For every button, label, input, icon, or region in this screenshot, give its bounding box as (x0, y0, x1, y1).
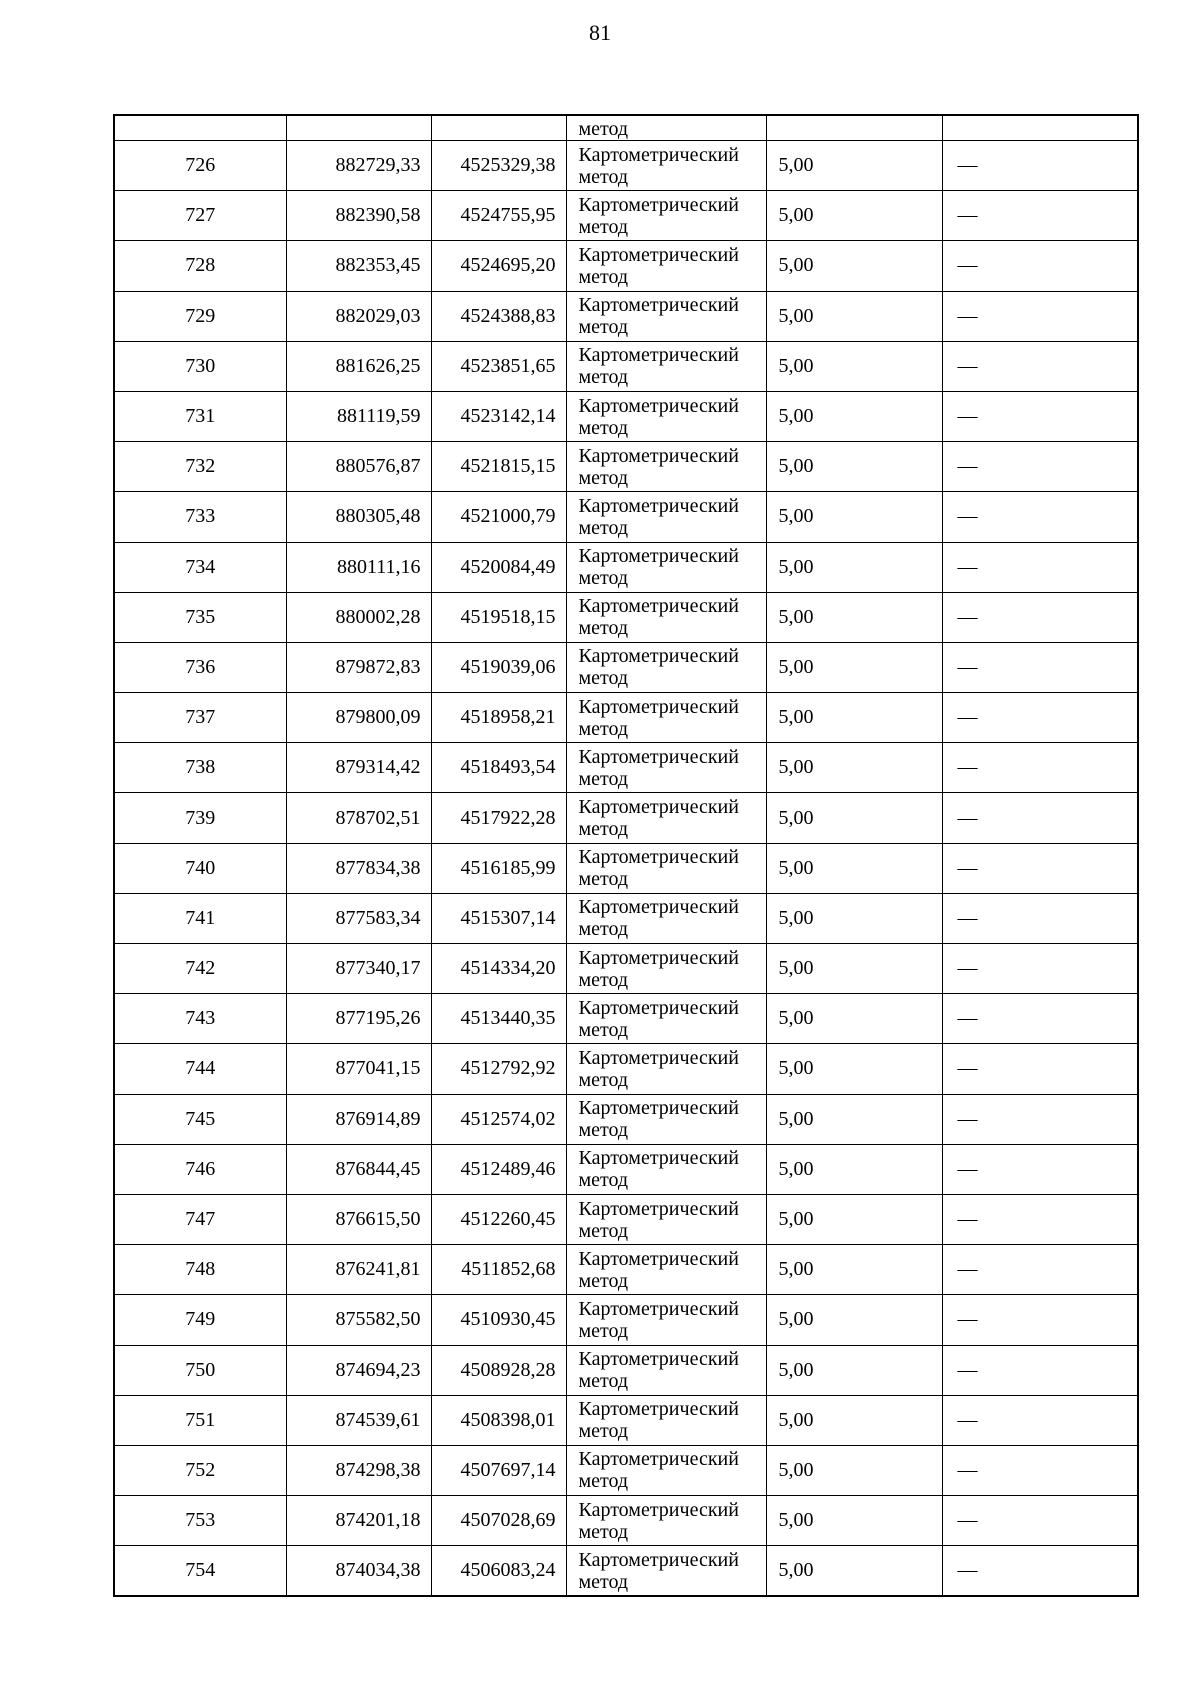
table-row (114, 1194, 1138, 1244)
method-line-1: Картометрический (578, 243, 739, 266)
cell-accuracy: 5,00 (766, 241, 942, 291)
cell-number: 726 (114, 141, 286, 191)
cell-number: 730 (114, 341, 286, 391)
method-line-2: метод (578, 1018, 629, 1041)
cell-number: 738 (114, 743, 286, 793)
cell-number: 751 (114, 1395, 286, 1445)
method-line-1: Картометрический (578, 1398, 739, 1421)
cell-method (566, 592, 766, 642)
cell-y: 4516185,99 (431, 843, 566, 893)
cell-method (566, 115, 766, 141)
method-line-2: метод (578, 1370, 629, 1393)
cell-x: 882729,33 (286, 141, 431, 191)
cell-note: — (942, 542, 1138, 592)
method-line-1: Картометрический (578, 996, 739, 1019)
cell-accuracy: 5,00 (766, 391, 942, 441)
cell-accuracy: 5,00 (766, 1546, 942, 1597)
cell-note: — (942, 1496, 1138, 1546)
method-line-1: Картометрический (578, 1247, 739, 1270)
method-line-2: метод (578, 416, 629, 439)
cell-y (431, 115, 566, 141)
method-line-2: метод (578, 466, 629, 489)
cell-x: 877340,17 (286, 944, 431, 994)
cell-note: — (942, 642, 1138, 692)
cell-y: 4523142,14 (431, 391, 566, 441)
cell-number: 750 (114, 1345, 286, 1395)
method-line-2: метод (578, 968, 629, 991)
cell-note: — (942, 391, 1138, 441)
cell-x: 880576,87 (286, 442, 431, 492)
cell-x: 874539,61 (286, 1395, 431, 1445)
table-row (114, 1044, 1138, 1094)
cell-number: 729 (114, 291, 286, 341)
method-line-1: Картометрический (578, 1448, 739, 1471)
table-row (114, 944, 1138, 994)
cell-number: 743 (114, 994, 286, 1044)
cell-method (566, 341, 766, 391)
method-line-1: Картометрический (578, 745, 739, 768)
method-line-2: метод (578, 1169, 629, 1192)
cell-x: 878702,51 (286, 793, 431, 843)
method-line-2: метод (578, 1570, 629, 1593)
cell-method (566, 1194, 766, 1244)
cell-note: — (942, 1445, 1138, 1495)
cell-number: 735 (114, 592, 286, 642)
method-line-2: метод (578, 366, 629, 389)
method-line-1: Картометрический (578, 645, 739, 668)
table-row (114, 442, 1138, 492)
cell-x: 880002,28 (286, 592, 431, 642)
method-line-2: метод (578, 1119, 629, 1142)
cell-number: 736 (114, 642, 286, 692)
cell-y: 4519039,06 (431, 642, 566, 692)
cell-y: 4524388,83 (431, 291, 566, 341)
cell-method (566, 1245, 766, 1295)
cell-y: 4518493,54 (431, 743, 566, 793)
cell-method (566, 291, 766, 341)
cell-y: 4513440,35 (431, 994, 566, 1044)
method-line-1: Картометрический (578, 1197, 739, 1220)
cell-number: 742 (114, 944, 286, 994)
table-row (114, 743, 1138, 793)
cell-method (566, 492, 766, 542)
cell-method (566, 693, 766, 743)
method-line-2: метод (578, 1068, 629, 1091)
cell-y: 4518958,21 (431, 693, 566, 743)
cell-number: 732 (114, 442, 286, 492)
method-line-1: Картометрический (578, 1147, 739, 1170)
cell-note: — (942, 1295, 1138, 1345)
cell-number: 728 (114, 241, 286, 291)
cell-x: 875582,50 (286, 1295, 431, 1345)
method-line-1: Картометрический (578, 444, 739, 467)
cell-note: — (942, 743, 1138, 793)
method-line-2: метод (578, 165, 629, 188)
cell-method (566, 1345, 766, 1395)
cell-y: 4514334,20 (431, 944, 566, 994)
cell-method (566, 944, 766, 994)
cell-note: — (942, 1144, 1138, 1194)
cell-accuracy: 5,00 (766, 843, 942, 893)
cell-accuracy: 5,00 (766, 191, 942, 241)
coordinates-table (113, 114, 1139, 1597)
method-line-1: Картометрический (578, 1498, 739, 1521)
method-line-1: Картометрический (578, 494, 739, 517)
table-row (114, 191, 1138, 241)
cell-note: — (942, 1194, 1138, 1244)
cell-y: 4512792,92 (431, 1044, 566, 1094)
method-line-2: метод (578, 567, 629, 590)
cell-method (566, 843, 766, 893)
cell-method (566, 542, 766, 592)
cell-y: 4511852,68 (431, 1245, 566, 1295)
cell-number: 744 (114, 1044, 286, 1094)
cell-accuracy: 5,00 (766, 693, 942, 743)
method-line-1: Картометрический (578, 294, 739, 317)
cell-accuracy: 5,00 (766, 1245, 942, 1295)
cell-accuracy: 5,00 (766, 442, 942, 492)
cell-accuracy: 5,00 (766, 492, 942, 542)
cell-y: 4521000,79 (431, 492, 566, 542)
cell-note: — (942, 241, 1138, 291)
cell-method (566, 743, 766, 793)
cell-accuracy: 5,00 (766, 793, 942, 843)
cell-method (566, 893, 766, 943)
cell-accuracy: 5,00 (766, 1194, 942, 1244)
method-line-1: Картометрический (578, 394, 739, 417)
cell-method (566, 391, 766, 441)
cell-y: 4523851,65 (431, 341, 566, 391)
table-row (114, 1546, 1138, 1597)
table-row (114, 241, 1138, 291)
cell-accuracy: 5,00 (766, 642, 942, 692)
method-line-2: метод (578, 717, 629, 740)
cell-y: 4507028,69 (431, 1496, 566, 1546)
table-row (114, 843, 1138, 893)
cell-accuracy: 5,00 (766, 592, 942, 642)
cell-accuracy: 5,00 (766, 1445, 942, 1495)
cell-y: 4508928,28 (431, 1345, 566, 1395)
cell-accuracy: 5,00 (766, 1496, 942, 1546)
cell-y: 4512260,45 (431, 1194, 566, 1244)
table-row (114, 492, 1138, 542)
cell-x: 881626,25 (286, 341, 431, 391)
cell-number: 739 (114, 793, 286, 843)
method-line-2: метод (578, 1269, 629, 1292)
cell-number: 741 (114, 893, 286, 943)
cell-y: 4515307,14 (431, 893, 566, 943)
cell-accuracy: 5,00 (766, 1345, 942, 1395)
cell-note: — (942, 341, 1138, 391)
method-line-1: Картометрический (578, 1548, 739, 1571)
cell-x: 879800,09 (286, 693, 431, 743)
cell-note: — (942, 1245, 1138, 1295)
cell-note: — (942, 1044, 1138, 1094)
cell-accuracy: 5,00 (766, 944, 942, 994)
method-line-1: Картометрический (578, 1097, 739, 1120)
cell-y: 4517922,28 (431, 793, 566, 843)
cell-method (566, 191, 766, 241)
cell-method (566, 642, 766, 692)
table-row (114, 141, 1138, 191)
cell-method (566, 1144, 766, 1194)
cell-x: 874298,38 (286, 1445, 431, 1495)
method-line-2: метод (578, 265, 629, 288)
cell-y: 4524755,95 (431, 191, 566, 241)
method-line-1: Картометрический (578, 695, 739, 718)
cell-number: 734 (114, 542, 286, 592)
cell-note: — (942, 693, 1138, 743)
cell-method (566, 1546, 766, 1597)
cell-number: 747 (114, 1194, 286, 1244)
page-number: 81 (589, 20, 611, 45)
cell-note: — (942, 492, 1138, 542)
table-row (114, 542, 1138, 592)
table-row (114, 592, 1138, 642)
cell-y: 4524695,20 (431, 241, 566, 291)
cell-accuracy: 5,00 (766, 893, 942, 943)
cell-y: 4506083,24 (431, 1546, 566, 1597)
cell-x: 877834,38 (286, 843, 431, 893)
cell-x: 876844,45 (286, 1144, 431, 1194)
cell-number: 748 (114, 1245, 286, 1295)
cell-x: 882353,45 (286, 241, 431, 291)
method-line-1: Картометрический (578, 1297, 739, 1320)
cell-number: 745 (114, 1094, 286, 1144)
cell-accuracy: 5,00 (766, 1094, 942, 1144)
table-row (114, 1144, 1138, 1194)
method-line-2: метод (578, 1470, 629, 1493)
method-line-1: Картометрический (578, 896, 739, 919)
cell-x: 877041,15 (286, 1044, 431, 1094)
cell-note: — (942, 1395, 1138, 1445)
cell-accuracy: 5,00 (766, 341, 942, 391)
method-line-2: метод (578, 918, 629, 941)
method-line-2: метод (578, 516, 629, 539)
method-line-2: метод (578, 1420, 629, 1443)
cell-x: 879314,42 (286, 743, 431, 793)
method-line-2: метод (578, 617, 629, 640)
cell-y: 4510930,45 (431, 1295, 566, 1345)
cell-accuracy: 5,00 (766, 1295, 942, 1345)
table-row (114, 341, 1138, 391)
cell-accuracy: 5,00 (766, 542, 942, 592)
method-line-2: метод (578, 767, 629, 790)
table-row (114, 793, 1138, 843)
cell-accuracy: 5,00 (766, 1144, 942, 1194)
cell-x (286, 115, 431, 141)
cell-y: 4512489,46 (431, 1144, 566, 1194)
method-line-1: Картометрический (578, 846, 739, 869)
table-row (114, 1445, 1138, 1495)
table-row (114, 1295, 1138, 1345)
cell-x: 880305,48 (286, 492, 431, 542)
table-row (114, 693, 1138, 743)
cell-y: 4519518,15 (431, 592, 566, 642)
method-line-1: Картометрический (578, 595, 739, 618)
cell-method (566, 1295, 766, 1345)
method-line-1: Картометрический (578, 946, 739, 969)
cell-method (566, 241, 766, 291)
cell-note: — (942, 141, 1138, 191)
cell-y: 4507697,14 (431, 1445, 566, 1495)
method-tail-text: метод (578, 118, 629, 140)
cell-number: 727 (114, 191, 286, 241)
cell-number: 746 (114, 1144, 286, 1194)
cell-note: — (942, 793, 1138, 843)
table-row (114, 1245, 1138, 1295)
table-row (114, 1345, 1138, 1395)
cell-x: 879872,83 (286, 642, 431, 692)
cell-number: 740 (114, 843, 286, 893)
cell-x: 877583,34 (286, 893, 431, 943)
cell-x: 882390,58 (286, 191, 431, 241)
cell-y: 4508398,01 (431, 1395, 566, 1445)
method-line-1: Картометрический (578, 545, 739, 568)
method-line-2: метод (578, 1319, 629, 1342)
cell-method (566, 994, 766, 1044)
cell-note: — (942, 893, 1138, 943)
cell-note: — (942, 1094, 1138, 1144)
cell-x: 876241,81 (286, 1245, 431, 1295)
cell-accuracy: 5,00 (766, 141, 942, 191)
table-row (114, 1496, 1138, 1546)
method-line-1: Картометрический (578, 1348, 739, 1371)
cell-method (566, 1445, 766, 1495)
cell-x: 876615,50 (286, 1194, 431, 1244)
cell-x: 874034,38 (286, 1546, 431, 1597)
cell-accuracy: 5,00 (766, 1044, 942, 1094)
cell-method (566, 442, 766, 492)
cell-number: 754 (114, 1546, 286, 1597)
method-line-1: Картометрический (578, 143, 739, 166)
cell-x: 874201,18 (286, 1496, 431, 1546)
table-row (114, 1395, 1138, 1445)
cell-accuracy: 5,00 (766, 994, 942, 1044)
table-row (114, 291, 1138, 341)
cell-x: 882029,03 (286, 291, 431, 341)
cell-note: — (942, 1546, 1138, 1597)
cell-number: 753 (114, 1496, 286, 1546)
table-row (114, 642, 1138, 692)
table-row (114, 994, 1138, 1044)
method-line-1: Картометрический (578, 1046, 739, 1069)
cell-note: — (942, 843, 1138, 893)
cell-accuracy: 5,00 (766, 743, 942, 793)
cell-number: 737 (114, 693, 286, 743)
cell-number: 733 (114, 492, 286, 542)
cell-method (566, 141, 766, 191)
cell-x: 880111,16 (286, 542, 431, 592)
cell-number: 731 (114, 391, 286, 441)
cell-x: 881119,59 (286, 391, 431, 441)
cell-y: 4525329,38 (431, 141, 566, 191)
cell-x: 876914,89 (286, 1094, 431, 1144)
method-line-2: метод (578, 1520, 629, 1543)
cell-accuracy: 5,00 (766, 1395, 942, 1445)
cell-number (114, 115, 286, 141)
cell-method (566, 1496, 766, 1546)
cell-note: — (942, 291, 1138, 341)
method-line-1: Картометрический (578, 193, 739, 216)
cell-note: — (942, 442, 1138, 492)
continuation-row (114, 115, 1138, 141)
cell-number: 749 (114, 1295, 286, 1345)
cell-method (566, 793, 766, 843)
cell-x: 877195,26 (286, 994, 431, 1044)
cell-accuracy (766, 115, 942, 141)
cell-note: — (942, 1345, 1138, 1395)
cell-accuracy: 5,00 (766, 291, 942, 341)
cell-y: 4512574,02 (431, 1094, 566, 1144)
method-line-2: метод (578, 316, 629, 339)
table-row (114, 893, 1138, 943)
cell-note: — (942, 944, 1138, 994)
cell-note (942, 115, 1138, 141)
cell-y: 4520084,49 (431, 542, 566, 592)
cell-note: — (942, 191, 1138, 241)
cell-y: 4521815,15 (431, 442, 566, 492)
table-row (114, 391, 1138, 441)
cell-method (566, 1044, 766, 1094)
cell-note: — (942, 592, 1138, 642)
method-line-1: Картометрический (578, 796, 739, 819)
cell-x: 874694,23 (286, 1345, 431, 1395)
method-line-2: метод (578, 667, 629, 690)
cell-method (566, 1094, 766, 1144)
method-line-2: метод (578, 1219, 629, 1242)
cell-note: — (942, 994, 1138, 1044)
method-line-2: метод (578, 868, 629, 891)
table-body (114, 115, 1138, 1596)
table-row (114, 1094, 1138, 1144)
method-line-2: метод (578, 818, 629, 841)
cell-number: 752 (114, 1445, 286, 1495)
cell-method (566, 1395, 766, 1445)
method-line-2: метод (578, 215, 629, 238)
method-line-1: Картометрический (578, 344, 739, 367)
